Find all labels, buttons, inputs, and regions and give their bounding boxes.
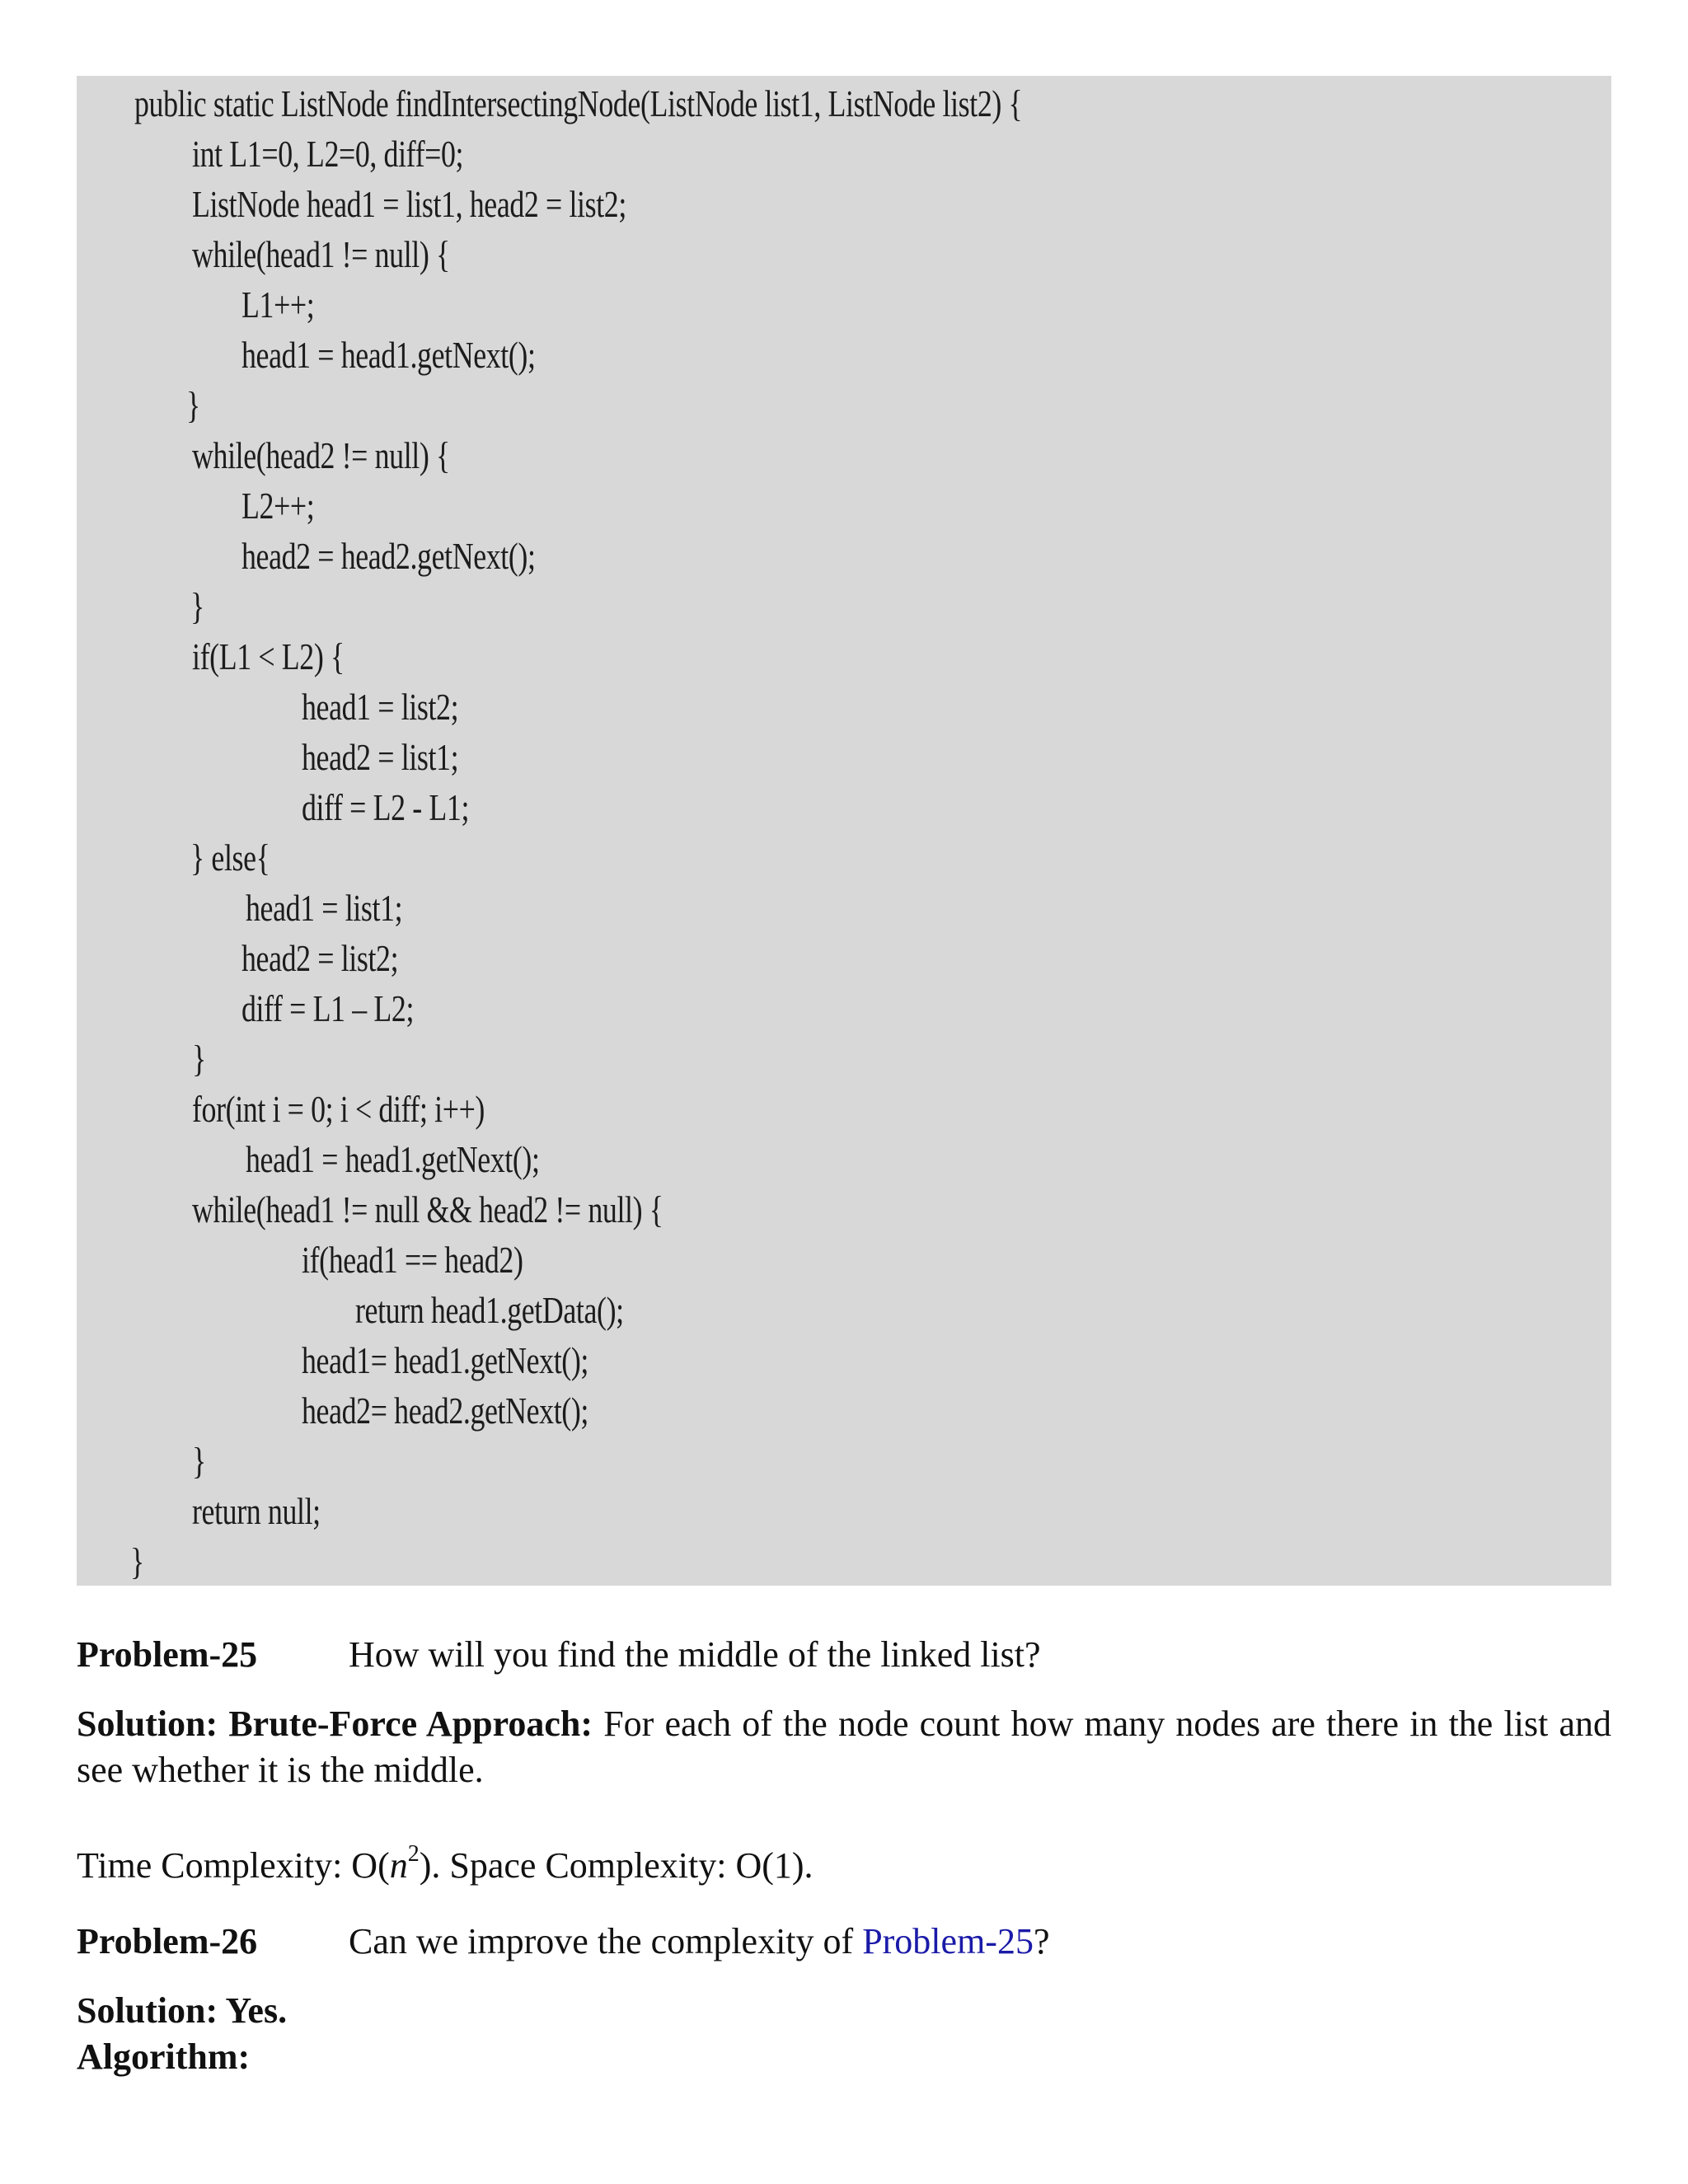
algorithm-heading: Algorithm: [77, 2036, 251, 2077]
code-line: } [192, 1038, 206, 1080]
complexity-line [77, 1843, 1611, 1889]
code-line: L2++; [241, 485, 315, 527]
code-line: int L1=0, L2=0, diff=0; [192, 133, 464, 175]
code-line: L1++; [241, 284, 315, 326]
complexity-variable: n [389, 1845, 408, 1886]
problem-26 [77, 1919, 1049, 1965]
code-line: ListNode head1 = list1, head2 = list2; [192, 183, 626, 225]
code-line: return head1.getData(); [355, 1289, 624, 1331]
solution-25 [77, 1701, 1611, 1793]
code-line: while(head2 != null) { [192, 434, 450, 476]
code-line: head1 = list2; [302, 686, 459, 728]
code-line: } [192, 1440, 206, 1482]
complexity-exponent: 2 [407, 1841, 420, 1868]
code-line: diff = L1 – L2; [241, 987, 415, 1029]
problem-question: Can we improve the complexity of [349, 1921, 863, 1961]
code-line: } else{ [190, 837, 270, 879]
code-line: } [130, 1540, 144, 1582]
code-line: if(head1 == head2) [302, 1239, 523, 1281]
code-line: head2 = head2.getNext(); [241, 535, 536, 577]
code-line: } [186, 384, 200, 426]
problem-25 [77, 1632, 1041, 1678]
problem-label: Problem-26 [77, 1921, 258, 1961]
solution-lead: Solution: Brute-Force Approach: [77, 1704, 593, 1744]
code-listing [77, 76, 1611, 1586]
code-line: for(int i = 0; i < diff; i++) [192, 1088, 485, 1130]
code-line: head1 = head1.getNext(); [246, 1138, 540, 1180]
complexity-suffix: ). Space Complexity: O(1). [419, 1845, 814, 1886]
code-line: diff = L2 - L1; [302, 786, 470, 828]
problem-question: How will you find the middle of the linked list? [349, 1634, 1041, 1675]
code-line: } [190, 585, 204, 627]
solution-26 [77, 1988, 1611, 2080]
code-line: head2 = list1; [302, 736, 459, 778]
code-line: while(head1 != null && head2 != null) { [192, 1188, 663, 1230]
code-line: while(head1 != null) { [192, 233, 450, 275]
code-line: head2= head2.getNext(); [302, 1390, 589, 1432]
solution-text: For each of the node count how many nodes are there in the list and see whether it is the middle. [77, 1704, 1611, 1790]
problem-25-link[interactable]: Problem-25 [862, 1921, 1034, 1961]
problem-question-suffix: ? [1033, 1921, 1050, 1961]
code-line: return null; [192, 1490, 321, 1532]
code-line: head1= head1.getNext(); [302, 1339, 589, 1381]
code-line: head1 = head1.getNext(); [241, 334, 536, 376]
code-line: head2 = list2; [241, 937, 399, 979]
complexity-prefix: Time Complexity: O( [77, 1845, 390, 1886]
code-line: public static ListNode findIntersectingNode(ListNode list1, ListNode list2) { [134, 82, 1023, 124]
code-line: head1 = list1; [246, 887, 403, 929]
code-line: if(L1 < L2) { [192, 635, 345, 677]
solution-26-line: Solution: Yes. [77, 1990, 288, 2031]
problem-label: Problem-25 [77, 1634, 258, 1675]
